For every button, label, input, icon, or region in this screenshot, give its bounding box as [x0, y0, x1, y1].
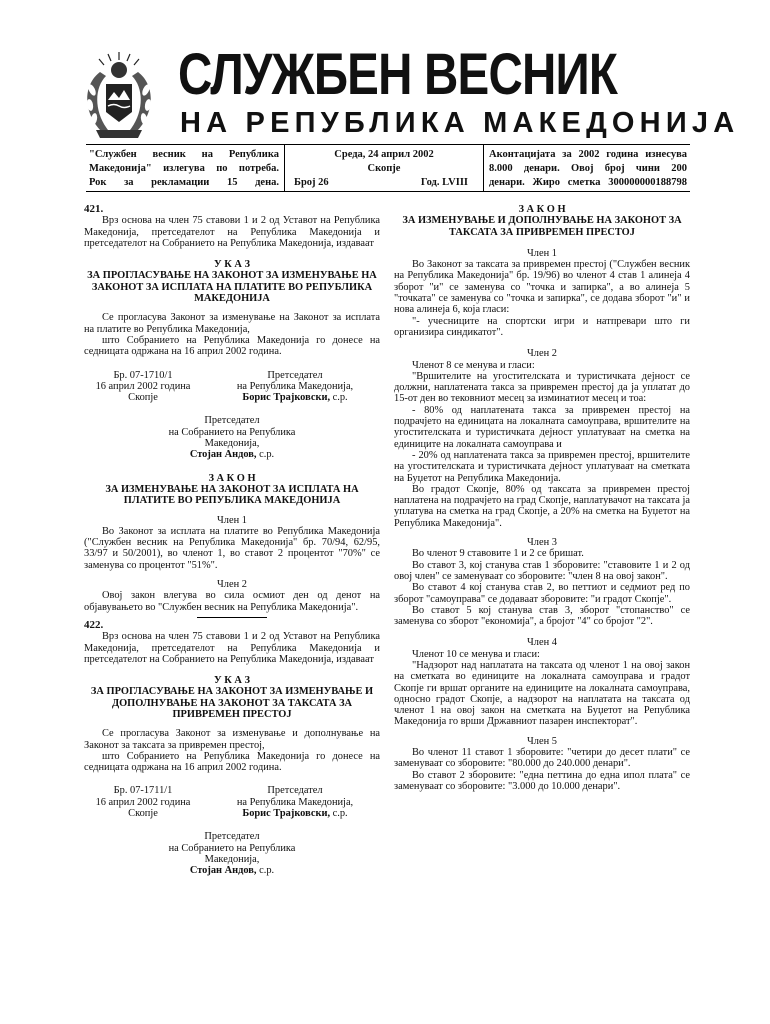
issue-date: Среда, 24 април 2002: [334, 149, 434, 160]
article-text: Во Законот за исплата на платите во Република Македонија ("Службен весник на Република Македонија" бр. 70/94, 62/95, 33/97 и 50/2001), во членот 1, во ставот 2 процентот "70%" се заменува со процентот "51%".: [84, 525, 380, 571]
signatory-name: Стојан Андов,: [189, 865, 257, 877]
preamble: Врз основа на член 75 ставови 1 и 2 од Уставот на Република Македонија, претседателот на Република Македонија и претседателот на Собранието на Република Македонија, издаваат: [84, 215, 380, 249]
right-column: [394, 204, 690, 792]
issue-number: Број 26: [294, 177, 329, 188]
info-bar: [86, 144, 690, 192]
signature-block: Бр. 07-1710/1 16 април 2002 година Скопје Претседател на Република Македонија, Борис Трајковски, с.р.: [95, 369, 354, 404]
law-title: З А К О Н: [208, 472, 256, 484]
article-heading: Член 3: [527, 537, 557, 549]
article-text: Во ставот 2 зборовите: "една петтина до една ипол плата" се заменуваат со зборовите: "3.000 до 10.000 денари".: [394, 769, 690, 792]
masthead: [78, 42, 740, 144]
masthead-title: СЛУЖБЕН ВЕСНИК: [178, 42, 618, 107]
article-heading: Член 1: [217, 514, 247, 526]
decree-title: У К А З: [214, 675, 250, 687]
signatory-name: Борис Трајковски,: [242, 392, 331, 404]
article-text: Во членот 11 ставот 1 зборовите: "четири до десет плати" се заменуваат со зборовите: "80.000 до 240.000 денари".: [394, 747, 690, 770]
article-text: - 20% од наплатената такса за привремен престој, вршителите на угостителската и туристичката дејност уплатуваат на сметката на Буџетот на Република Македонија.: [394, 449, 690, 484]
signature-block: Бр. 07-1711/1 16 април 2002 година Скопје Претседател на Република Македонија, Борис Трајковски, с.р.: [95, 785, 354, 820]
signatory-name: Стојан Андов,: [189, 449, 257, 461]
item-number: 421.: [84, 203, 104, 215]
decree-body: Се прогласува Законот за изменување и дополнување на Законот за таксата за привремен престој,: [84, 728, 380, 751]
decree-subtitle: ЗА ПРОГЛАСУВАЊЕ НА ЗАКОНОТ ЗА ИЗМЕНУВАЊЕ И ДОПОЛНУВАЊЕ НА ЗАКОНОТ ЗА ТАКСАТА ЗА ПРИВРЕМЕН ПРЕСТОЈ: [90, 686, 374, 720]
masthead-subtitle: НА РЕПУБЛИКА МАКЕДОНИЈА: [180, 107, 740, 139]
article-heading: Член 2: [527, 348, 557, 360]
article-text: Во ставот 3, кој станува став 1 зборовите: "ставовите 1 и 2 од овој член" се заменуваат со зборовите: "член 8 на овој закон".: [394, 559, 690, 582]
article-text: "Надзорот над наплатата на таксата од членот 1 на овој закон на сметката во единиците на локалната самоуправа и градот Скопје ги вршат органите на единиците на локалната самоуправа, односно градот Скопје, а надзорот на наплатата на таксата од членот 1 на овој закон на сметката на Буџетот на Република Македонија го врши Државниот пазарен инспекторат".: [394, 659, 690, 728]
article-text: Овој закон влегува во сила осмиот ден од денот на објавувањето во "Службен весник на Република Македонија".: [84, 590, 380, 613]
article-heading: Член 2: [217, 579, 247, 591]
coat-of-arms-icon: [78, 50, 160, 142]
article-text: Членот 10 се менува и гласи:: [412, 648, 540, 660]
item-number: 422.: [84, 618, 104, 631]
issue-info: [284, 145, 484, 191]
speaker-signature: Претседател на Собранието на Република Македонија, Стојан Андов, с.р.: [168, 415, 296, 461]
decree-body: што Собранието на Република Македонија го донесе на седницата одржана на 16 април 2002 година.: [84, 334, 380, 358]
article-text: Во ставот 5 кој станува став 3, зборот "стопанство" се заменува со зборот "економија", а бројот "4" со бројот "2".: [394, 604, 690, 628]
decree-body: Се прогласува Законот за изменување на Законот за исплата на платите во Република Македонија,: [84, 312, 380, 335]
subscription-info: Аконтацијата за 2002 година изнесува 8.000 денари. Овој број чини 200 денари. Жиро сметка 300000000188798: [489, 149, 687, 188]
article-text: Во градот Скопје, 80% од таксата за привремен престој наплатена на подрачјето на град Скопје, наплатувачот на таксата ја уплатува на сметка на град Скопје, а 20% на сметка на Буџетот на Република Македонија".: [394, 483, 690, 529]
article-text: Членот 8 се менува и гласи:: [412, 359, 535, 371]
article-heading: Член 1: [527, 247, 557, 259]
divider: [197, 617, 267, 618]
article-text: Во Законот за таксата за привремен престој ("Службен весник на Република Македонија" бр. 19/96) во членот 4 став 1 алинеја 4 зборот "и" се заменува со "точка и запирка", а во алинеја 5 "точката" се заменува со "точка и запирка", се додава зборот "и" и нова алинеја 6, која гласи:: [394, 259, 690, 316]
decree-title: У К А З: [214, 259, 250, 271]
decree-body: што Собранието на Република Македонија го донесе на седницата одржана на 16 април 2002 година.: [84, 750, 380, 774]
law-subtitle: ЗА ИЗМЕНУВАЊЕ И ДОПОЛНУВАЊЕ НА ЗАКОНОТ ЗА ТАКСАТА ЗА ПРИВРЕМЕН ПРЕСТОЈ: [402, 215, 682, 238]
publication-info: "Службен весник на Република Македонија" излегува по потреба. Рок за рекламации 15 дена.: [89, 149, 279, 188]
issue-city: Скопје: [367, 163, 401, 174]
speaker-signature: Претседател на Собранието на Република Македонија, Стојан Андов, с.р.: [168, 831, 296, 877]
article-heading: Член 4: [527, 637, 557, 649]
signatory-name: Борис Трајковски,: [242, 808, 331, 820]
article-text: - 80% од наплатената такса за привремен престој на подрачјето на единицата на локалната самоуправа, вршителите на угостителската и туристичката дејност уплатуваат на сметка на единиците на локалната самоуправа и: [394, 404, 690, 450]
article-heading: Член 5: [527, 735, 557, 747]
article-text: "Вршителите на угостителската и туристичката дејност се должни, наплатената такса за привремен престој да ја уплатат до 15-от ден во тековниот месец за изминатиот месец и тоа:: [394, 370, 690, 405]
law-subtitle: ЗА ИЗМЕНУВАЊЕ НА ЗАКОНОТ ЗА ИСПЛАТА НА ПЛАТИТЕ ВО РЕПУБЛИКА МАКЕДОНИЈА: [105, 483, 359, 507]
article-text: Во ставот 4 кој станува став 2, во петтиот и седмиот ред по зборот "самоуправа" се додаваат зборовите: "и градот Скопје".: [394, 582, 690, 605]
article-text: Во членот 9 ставовите 1 и 2 се бришат.: [412, 548, 584, 560]
preamble: Врз основа на член 75 ставови 1 и 2 од Уставот на Република Македонија, претседателот на Република Македонија и претседателот на Собранието на Република Македонија, издаваат: [84, 631, 380, 665]
law-title: З А К О Н: [518, 204, 566, 215]
decree-subtitle: ЗА ПРОГЛАСУВАЊЕ НА ЗАКОНОТ ЗА ИЗМЕНУВАЊЕ НА ЗАКОНОТ ЗА ИСПЛАТА НА ПЛАТИТЕ ВО РЕПУБЛИКА МАКЕДОНИЈА: [87, 270, 377, 305]
left-column: [84, 204, 380, 877]
issue-year: Год. LVIII: [420, 177, 468, 188]
article-text: "- учесниците на спортски игри и натпревари што ги организира синдикатот".: [394, 315, 690, 338]
